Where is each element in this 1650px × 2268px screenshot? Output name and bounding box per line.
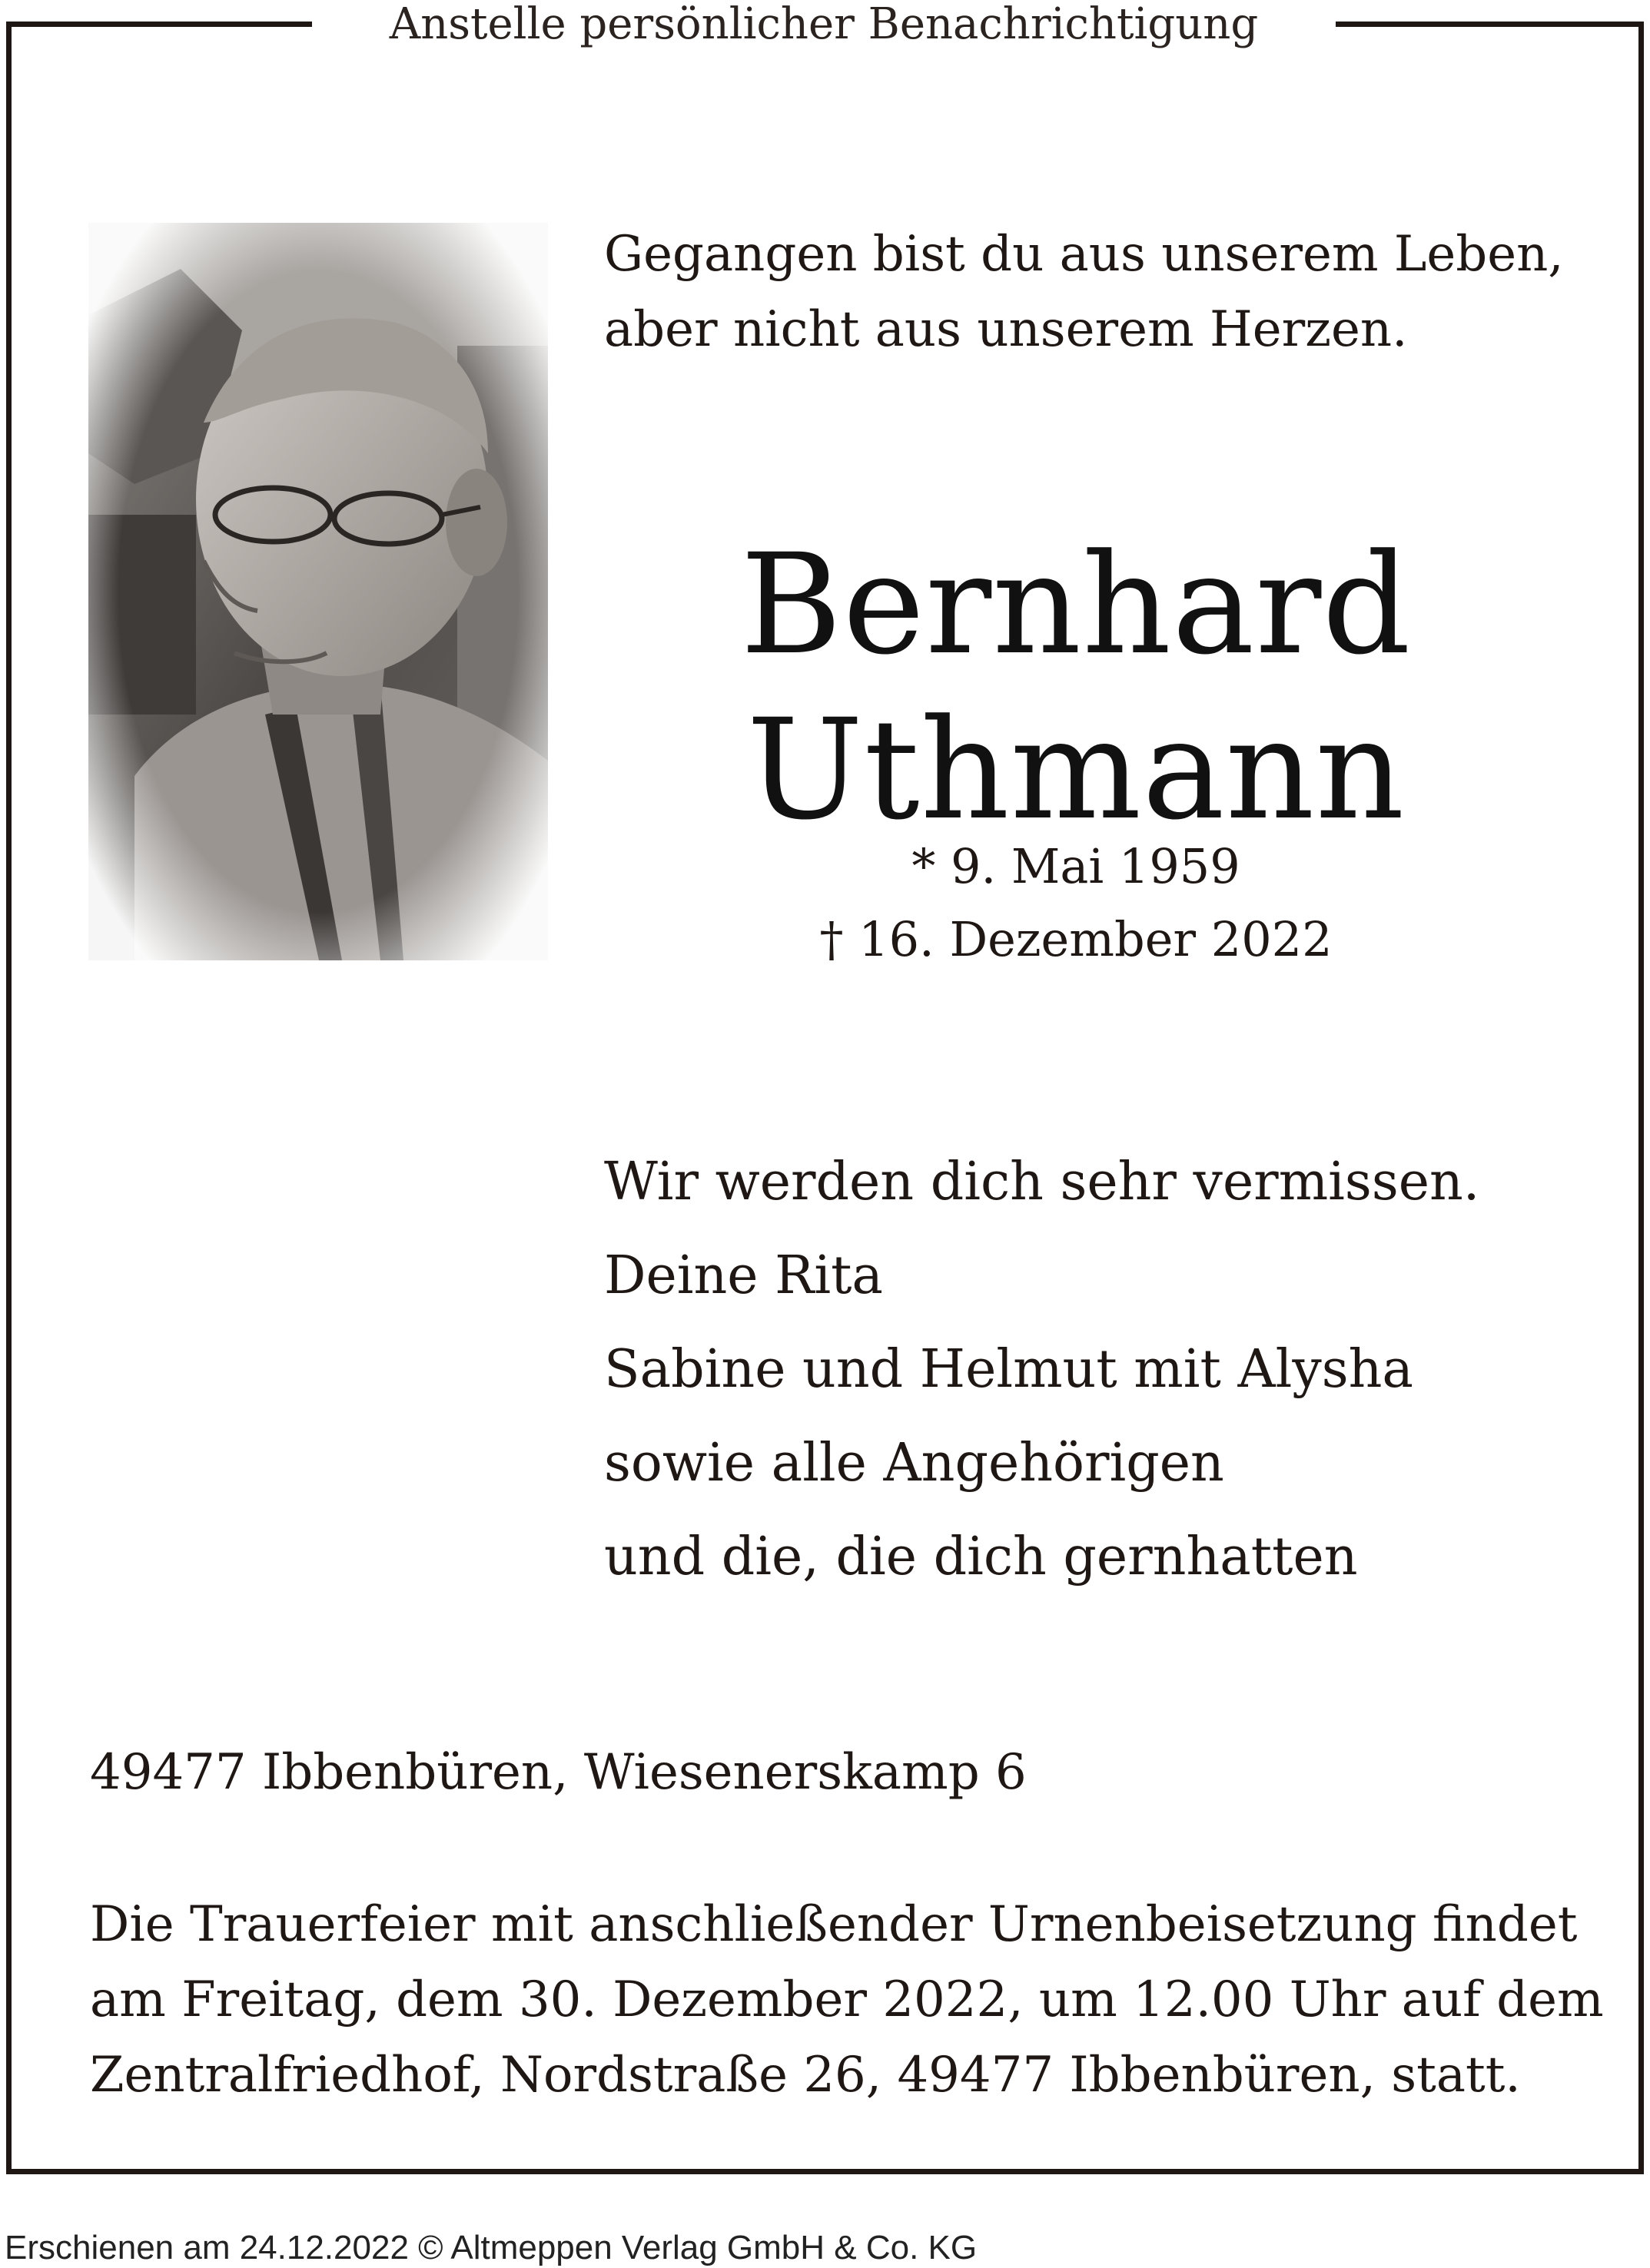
memorial-quote <box>604 217 1564 367</box>
family-address: 49477 Ibbenbüren, Wiesenerskamp 6 <box>90 1744 1027 1801</box>
mourner-line: Wir werden dich sehr vermissen. <box>604 1152 1480 1212</box>
last-name: Uthmann <box>746 690 1406 850</box>
death-date: † 16. Dezember 2022 <box>819 911 1333 967</box>
mourner-line: Deine Rita <box>604 1245 883 1306</box>
frame-top-right-rule <box>1336 22 1644 27</box>
birth-date: * 9. Mai 1959 <box>911 838 1240 894</box>
notice-header: Anstelle persönlicher Benachrichtigung <box>389 0 1259 49</box>
service-line: Zentralfriedhof, Nordstraße 26, 49477 Ibbenbüren, statt. <box>90 2047 1521 2104</box>
mourner-line: sowie alle Angehörigen <box>604 1433 1224 1494</box>
mourners-list <box>604 1136 1479 1604</box>
frame-bottom-rule <box>6 2169 1644 2174</box>
frame-top-left-rule <box>6 22 312 27</box>
mourner-line: Sabine und Helmut mit Alysha <box>604 1339 1413 1400</box>
quote-line: aber nicht aus unserem Herzen. <box>604 301 1408 358</box>
first-name: Bernhard <box>740 525 1412 685</box>
frame-right-rule <box>1638 22 1644 2174</box>
service-line: am Freitag, dem 30. Dezember 2022, um 12.00 Uhr auf dem <box>90 1971 1604 2028</box>
portrait-photo <box>88 223 548 960</box>
service-line: Die Trauerfeier mit anschließender Urnenbeisetzung findet <box>90 1896 1578 1953</box>
publication-footer: Erschienen am 24.12.2022 © Altmeppen Verlag GmbH & Co. KG <box>5 2229 978 2266</box>
frame-left-rule <box>6 22 12 2174</box>
deceased-name <box>653 522 1499 853</box>
mourner-line: und die, die dich gernhatten <box>604 1527 1358 1587</box>
service-details <box>90 1887 1604 2113</box>
life-dates <box>653 830 1499 976</box>
quote-line: Gegangen bist du aus unserem Leben, <box>604 226 1564 283</box>
